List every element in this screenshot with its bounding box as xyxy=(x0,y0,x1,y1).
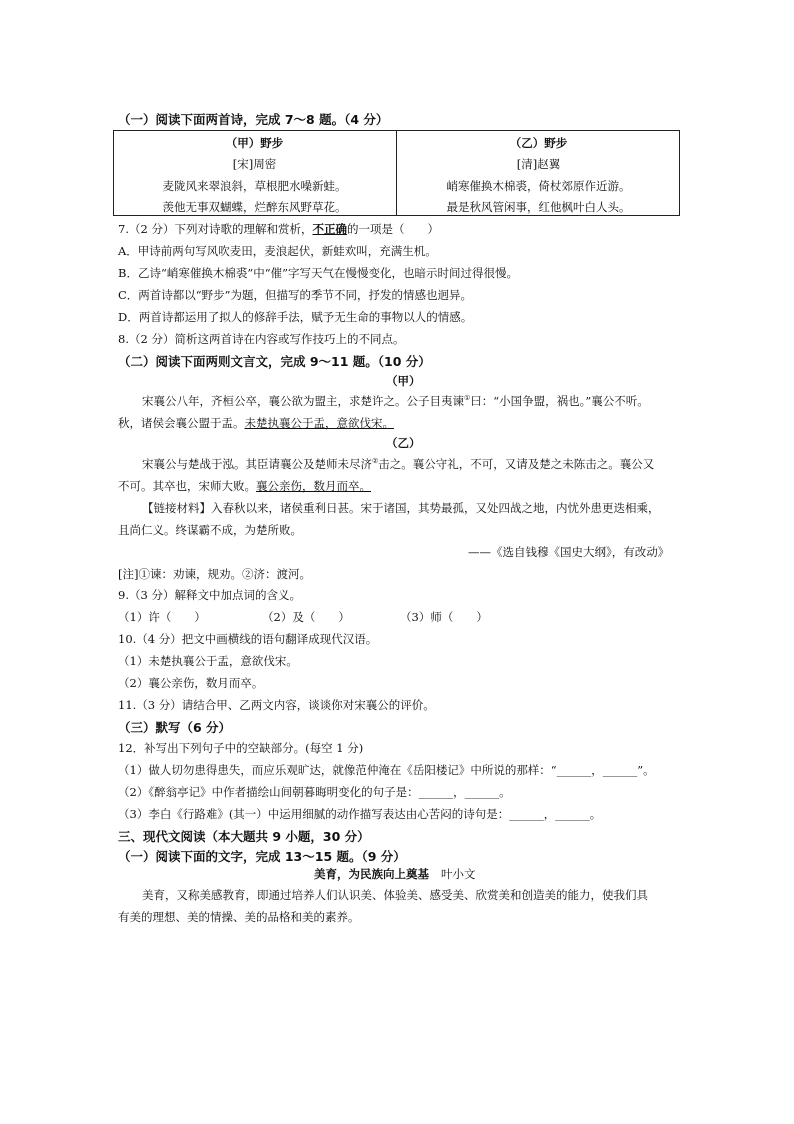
q7-option-c: C．两首诗都以“野步”为题，但描写的季节不同，抒发的情感也迥异。 xyxy=(118,288,473,302)
poem-right-line2: 最是秋风管闲事，红他枫叶白人头。 xyxy=(446,200,631,214)
q7-stem-emphasis: 不正确 xyxy=(312,222,347,236)
q7-option-d: D．两首诗都运用了拟人的修辞手法，赋予无生命的事物以人的情感。 xyxy=(118,310,473,324)
q9-item1: （1）许（ ） xyxy=(118,610,206,624)
passage-b-text2: 击之。襄公守礼，不可，又请及楚之未陈击之。襄公又 xyxy=(378,457,655,471)
poem-left-line2: 羡他无事双蝴蝶，烂醉东风野草花。 xyxy=(162,200,347,214)
passage-a-note1: ① xyxy=(464,394,471,403)
q12-sentence2: （2）《醉翁亭记》中作者描绘山间朝暮晦明变化的句子是：______，______。 xyxy=(118,785,511,799)
section1-title: （一）阅读下面两首诗，完成 7～8 题。（4 分） xyxy=(118,112,389,127)
passage-b-underlined: 襄公亲伤，数月而卒。 xyxy=(256,479,371,493)
q9-item2: （2）及（ ） xyxy=(262,610,350,624)
q12-sentence1: （1）做人切勿患得患失，而应乐观旷达，就像范仲淹在《岳阳楼记》中所说的那样：“______，______”。 xyxy=(118,763,655,777)
article-author: 叶小文 xyxy=(441,867,476,881)
q12-sentence3: （3）李白《行路难》(其一）中运用细腻的动作描写表达由心苦闷的诗句是：______，______。 xyxy=(118,807,602,821)
article-p1-line1: 美育，又称美感教育，即通过培养人们认识美、体验美、感受美、欣赏美和创造美的能力，使我们具 xyxy=(142,888,648,902)
passage-a-text2: 曰：“小国争盟，祸也。”襄公不听。 xyxy=(470,394,649,408)
article-p1-line2: 有美的理想、美的情操、美的品格和美的素养。 xyxy=(118,910,360,924)
q7-option-b: B．乙诗“峭寒催换木棉裘”中“催”字写天气在慢慢变化，也暗示时间过得很慢。 xyxy=(118,266,518,280)
link-material-source: ——《选自钱穆《国史大纲》，有改动》 xyxy=(468,545,670,559)
poem-right-author: [清]赵翼 xyxy=(516,157,561,171)
passage-a-text1: 宋襄公八年，齐桓公卒，襄公欲为盟主，求楚许之。公子目夷谏 xyxy=(142,394,464,408)
passage-b-note2: ② xyxy=(372,457,379,466)
q10-stem: 10.（4 分）把文中画横线的语句翻译成现代汉语。 xyxy=(118,632,378,646)
q9-stem: 9.（3 分）解释文中加点词的含义。 xyxy=(118,588,301,602)
poem-right-line1: 峭寒催换木棉裘，倚杖郊原作近游。 xyxy=(446,179,631,193)
poem-right-title: （乙）野步 xyxy=(509,136,568,150)
passage-b-text3: 不可。其卒也，宋师大败。 xyxy=(118,479,256,493)
sub1-title: （一）阅读下面的文字，完成 13～15 题。（9 分） xyxy=(118,849,406,864)
notes: [注]①谏：劝谏，规劝。②济：渡河。 xyxy=(118,567,311,581)
link-material-line1: 【链接材料】入春秋以来，诸侯重利日甚。宋于诸国，其势最孤，又处四战之地，内忧外患更迭相乘， xyxy=(142,501,660,515)
q10-sentence2: （2）襄公亲伤，数月而卒。 xyxy=(118,676,264,690)
article-title: 美育，为民族向上奠基 xyxy=(314,867,429,881)
passage-a-underlined: 未楚执襄公于盂，意欲伐宋。 xyxy=(244,416,394,430)
passage-b-text1: 宋襄公与楚战于泓。其臣请襄公及楚师未尽济 xyxy=(142,457,372,471)
q11-stem: 11.（3 分）请结合甲、乙两文内容，谈谈你对宋襄公的评价。 xyxy=(118,698,435,712)
passage-a-line1 xyxy=(142,393,649,409)
part3-title: 三、现代文阅读（本大题共 9 小题，30 分） xyxy=(118,829,370,844)
passage-a-label: （甲） xyxy=(386,374,421,388)
section2-title: （二）阅读下面两则文言文，完成 9～11 题。（10 分） xyxy=(118,354,431,369)
q10-sentence1: （1）未楚执襄公于盂，意欲伐宋。 xyxy=(118,654,298,668)
section3-title: （三）默写（6 分） xyxy=(118,720,232,735)
passage-b-line1 xyxy=(142,456,654,472)
q7-option-a: A．甲诗前两句写风吹麦田，麦浪起伏，新蛙欢叫，充满生机。 xyxy=(118,244,437,258)
passage-a-line2 xyxy=(118,415,394,431)
poem-left-author: [宋]周密 xyxy=(232,157,277,171)
q7-stem-a: 7.（2 分）下列对诗歌的理解和赏析， xyxy=(118,222,313,236)
poem-left-title: （甲）野步 xyxy=(225,136,284,150)
passage-b-label: （乙） xyxy=(386,436,421,450)
article-heading xyxy=(314,866,476,882)
passage-b-line2 xyxy=(118,478,371,494)
q7-stem xyxy=(118,221,439,237)
q9-item3: （3）师（ ） xyxy=(400,610,488,624)
passage-a-text3: 秋，诸侯会襄公盟于盂。 xyxy=(118,416,245,430)
q7-stem-b: 的一项是（ ） xyxy=(346,222,439,236)
link-material-line2: 且尚仁义。终谋霸不成，为楚所败。 xyxy=(118,523,302,537)
poem-left-line1: 麦陇风来翠浪斜，草根肥水噪新蛙。 xyxy=(162,179,347,193)
q12-stem: 12．补写出下列句子中的空缺部分。(每空 1 分) xyxy=(118,741,364,755)
q8-stem: 8.（2 分）简析这两首诗在内容或写作技巧上的不同点。 xyxy=(118,332,405,346)
